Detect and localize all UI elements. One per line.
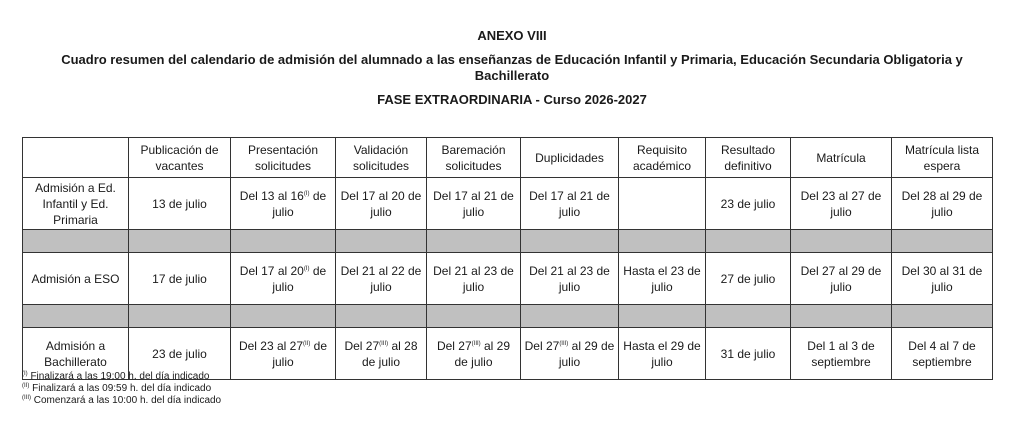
separator-cell xyxy=(427,305,521,328)
table-cell xyxy=(336,328,427,380)
table-cell: Del 21 al 22 de julio xyxy=(336,253,427,305)
separator-row xyxy=(23,305,993,328)
cell-text: al 28 de julio xyxy=(361,338,418,369)
separator-cell xyxy=(619,230,706,253)
cell-text: Del 27 xyxy=(344,338,380,353)
footnote-mark: (II) xyxy=(22,383,30,389)
separator-cell xyxy=(23,230,129,253)
table-cell xyxy=(231,253,336,305)
table-row xyxy=(23,178,993,230)
footnote-text: Comenzará a las 10:00 h. del día indicado xyxy=(31,395,222,406)
table-cell xyxy=(521,328,619,380)
table-cell xyxy=(619,178,706,230)
cell-text: al 29 de julio xyxy=(558,338,615,369)
table-cell: Del 17 al 20 de julio xyxy=(336,178,427,230)
header-row xyxy=(23,138,993,178)
separator-cell xyxy=(619,305,706,328)
footnote-text: Finalizará a las 09:59 h. del día indicado xyxy=(29,383,212,394)
separator-cell xyxy=(231,305,336,328)
row-label: Admisión a Bachillerato xyxy=(23,328,129,380)
table-cell: Del 30 al 31 de julio xyxy=(892,253,993,305)
separator-row xyxy=(23,230,993,253)
table-cell: 13 de julio xyxy=(129,178,231,230)
footnote-mark: (I) xyxy=(303,265,310,272)
header-cell: Presentación solicitudes xyxy=(231,138,336,178)
header-cell: Requisito académico xyxy=(619,138,706,178)
table-cell xyxy=(231,178,336,230)
footnote xyxy=(22,371,221,383)
footnote-mark: (III) xyxy=(22,395,31,401)
header-cell: Publicación de vacantes xyxy=(129,138,231,178)
phase-title: FASE EXTRAORDINARIA - Curso 2026-2027 xyxy=(377,92,647,107)
table-cell: 31 de julio xyxy=(706,328,791,380)
footnote-mark: (I) xyxy=(22,371,28,377)
separator-cell xyxy=(336,230,427,253)
header-cell xyxy=(23,138,129,178)
header-cell: Baremación solicitudes xyxy=(427,138,521,178)
cell-text: Del 13 al 16 xyxy=(239,188,304,203)
table-cell: Del 17 al 21 de julio xyxy=(521,178,619,230)
separator-cell xyxy=(791,305,892,328)
header-cell: Validación solicitudes xyxy=(336,138,427,178)
footnote-mark: (I) xyxy=(303,190,310,197)
footnote-mark: (III) xyxy=(471,340,481,347)
table-cell: 17 de julio xyxy=(129,253,231,305)
separator-cell xyxy=(791,230,892,253)
separator-cell xyxy=(521,230,619,253)
cell-text: de julio xyxy=(272,188,327,219)
footnote-mark: (III) xyxy=(379,340,389,347)
row-label: Admisión a ESO xyxy=(23,253,129,305)
table-cell xyxy=(427,328,521,380)
header-cell: Resultado definitivo xyxy=(706,138,791,178)
table-row xyxy=(23,253,993,305)
document-subtitle: Cuadro resumen del calendario de admisión del alumnado a las enseñanzas de Educación Infantil y Primaria, Educación Secundaria Obligatoria y Bachillerato xyxy=(61,52,963,83)
cell-text: Del 27 xyxy=(524,338,560,353)
separator-cell xyxy=(129,305,231,328)
table-cell: Del 21 al 23 de julio xyxy=(427,253,521,305)
cell-text: Del 17 al 20 xyxy=(239,263,304,278)
table-cell: 23 de julio xyxy=(706,178,791,230)
separator-cell xyxy=(427,230,521,253)
footnote-mark: (III) xyxy=(559,340,569,347)
table-cell: 27 de julio xyxy=(706,253,791,305)
cell-text: Del 27 xyxy=(436,338,472,353)
footnotes xyxy=(22,371,221,407)
separator-cell xyxy=(521,305,619,328)
table-cell: Del 17 al 21 de julio xyxy=(427,178,521,230)
table-cell: Hasta el 29 de julio xyxy=(619,328,706,380)
cell-text: al 29 de julio xyxy=(454,338,511,369)
footnote xyxy=(22,383,221,395)
footnote-text: Finalizará a las 19:00 h. del día indicado xyxy=(27,371,210,382)
admission-calendar-table xyxy=(22,137,993,380)
annex-title: ANEXO VIII xyxy=(477,28,547,43)
header-cell: Duplicidades xyxy=(521,138,619,178)
table-cell: Del 21 al 23 de julio xyxy=(521,253,619,305)
row-label: Admisión a Ed. Infantil y Ed. Primaria xyxy=(23,178,129,230)
table-cell: Del 1 al 3 de septiembre xyxy=(791,328,892,380)
table-cell: Del 23 al 27 de julio xyxy=(791,178,892,230)
footnote xyxy=(22,395,221,407)
separator-cell xyxy=(23,305,129,328)
separator-cell xyxy=(706,230,791,253)
table-cell xyxy=(231,328,336,380)
table-cell: Del 28 al 29 de julio xyxy=(892,178,993,230)
cell-text: de julio xyxy=(272,338,328,369)
table-cell: Del 4 al 7 de septiembre xyxy=(892,328,993,380)
footnote-mark: (II) xyxy=(303,340,311,347)
table-cell: Del 27 al 29 de julio xyxy=(791,253,892,305)
cell-text: Del 23 al 27 xyxy=(238,338,303,353)
separator-cell xyxy=(892,305,993,328)
separator-cell xyxy=(336,305,427,328)
separator-cell xyxy=(892,230,993,253)
header-cell: Matrícula xyxy=(791,138,892,178)
table-cell: 23 de julio xyxy=(129,328,231,380)
header-cell: Matrícula lista espera xyxy=(892,138,993,178)
separator-cell xyxy=(231,230,336,253)
separator-cell xyxy=(706,305,791,328)
separator-cell xyxy=(129,230,231,253)
table-cell: Hasta el 23 de julio xyxy=(619,253,706,305)
cell-text: de julio xyxy=(272,263,327,294)
